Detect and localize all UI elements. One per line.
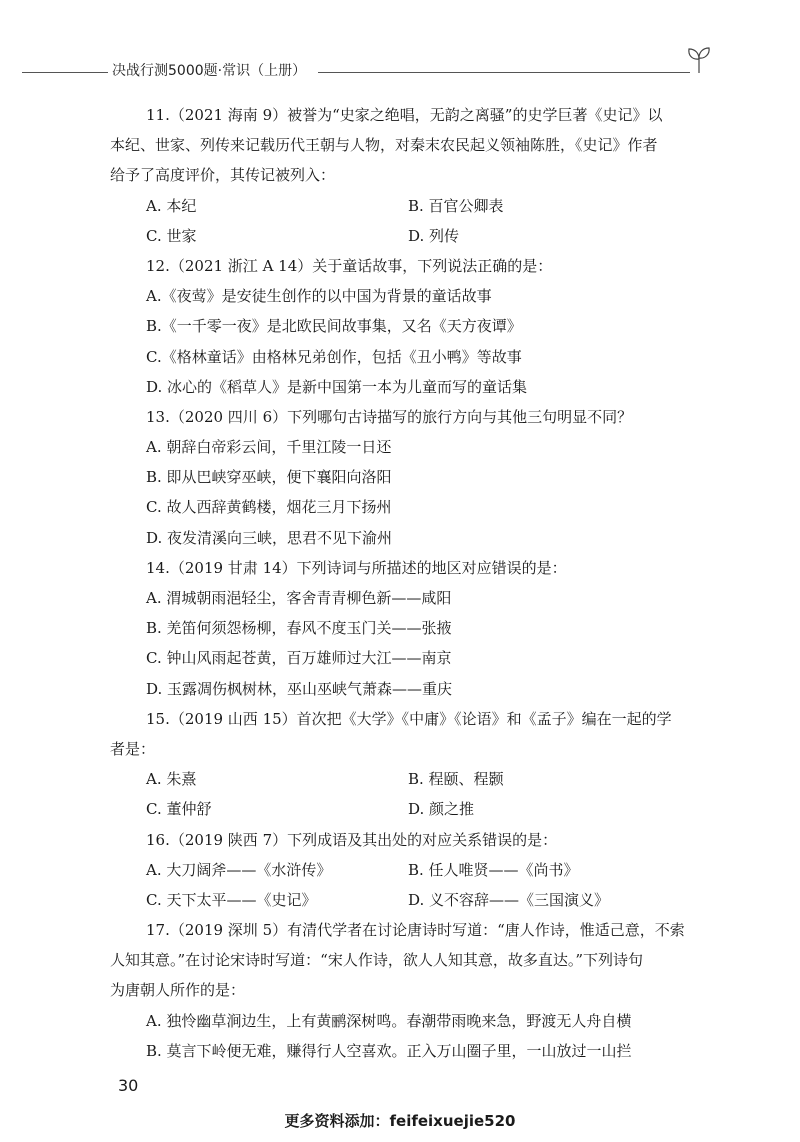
footer-note: 更多资料添加：feifeixuejie520 [284, 1112, 516, 1130]
question-stem: 13.（2020 四川 6）下列哪句古诗描写的旅行方向与其他三句明显不同？ [146, 407, 633, 426]
option-item: B. 羌笛何须怨杨柳，春风不度玉门关——张掖 [146, 619, 452, 638]
question-stem: 12.（2021 浙江 A 14）关于童话故事，下列说法正确的是： [146, 256, 553, 275]
question-stem: 14.（2019 甘肃 14）下列诗词与所描述的地区对应错误的是： [146, 558, 567, 577]
option-item: A. 朱熹 [146, 770, 197, 789]
option-row [110, 885, 710, 915]
option-item: D. 颜之推 [408, 800, 475, 819]
option-item: A. 本纪 [146, 196, 197, 215]
option-item: B.《一千零一夜》是北欧民间故事集，又名《天方夜谭》 [146, 317, 522, 336]
option-item: A.《夜莺》是安徒生创作的以中国为背景的童话故事 [146, 287, 492, 306]
option-item: C. 钟山风雨起苍黄，百万雄师过大江——南京 [146, 649, 452, 668]
option-item: D. 列传 [408, 226, 460, 245]
sprout-icon [686, 46, 712, 74]
question-content [110, 100, 710, 1066]
option-row [110, 855, 710, 885]
question-stem: 15.（2019 山西 15）首次把《大学》《中庸》《论语》和《孟子》编在一起的学 [146, 709, 672, 728]
option-row [110, 221, 710, 251]
option-item: C. 故人西辞黄鹤楼，烟花三月下扬州 [146, 498, 392, 517]
question-stem-continued: 给予了高度评价，其传记被列入： [110, 166, 336, 185]
option-item: B. 程颐、程颢 [408, 770, 504, 789]
option-item: D. 冰心的《稻草人》是新中国第一本为儿童而写的童话集 [146, 377, 528, 396]
header-title: 决战行测5000题·常识（上册） [112, 63, 307, 79]
option-item: D. 义不容辞——《三国演义》 [408, 890, 610, 909]
question-stem-continued: 者是： [110, 739, 156, 758]
option-item: C.《格林童话》由格林兄弟创作，包括《丑小鸭》等故事 [146, 347, 522, 366]
option-item: D. 夜发清溪向三峡，思君不见下渝州 [146, 528, 393, 547]
option-item: A. 朝辞白帝彩云间，千里江陵一日还 [146, 438, 392, 457]
option-item: A. 渭城朝雨浥轻尘，客舍青青柳色新——咸阳 [146, 589, 452, 607]
option-item: B. 百官公卿表 [408, 196, 504, 215]
option-row [110, 794, 710, 824]
header-rule-left [22, 72, 108, 73]
question-stem: 11.（2021 海南 9）被誉为“史家之绝唱，无韵之离骚”的史学巨著《史记》以 [146, 106, 663, 124]
option-item: C. 董仲舒 [146, 800, 212, 819]
option-item: C. 世家 [146, 226, 197, 245]
header-rule-right [318, 72, 690, 73]
question-stem: 16.（2019 陕西 7）下列成语及其出处的对应关系错误的是： [146, 830, 558, 849]
option-item: C. 天下太平——《史记》 [146, 890, 317, 909]
question-stem-continued: 本纪、世家、列传来记载历代王朝与人物，对秦末农民起义领袖陈胜，《史记》作者 [110, 136, 658, 155]
option-item: B. 莫言下岭便无难，赚得行人空喜欢。正入万山圈子里，一山放过一山拦 [146, 1041, 632, 1060]
option-item: A. 大刀阔斧——《水浒传》 [146, 860, 332, 879]
question-stem-continued: 为唐朝人所作的是： [110, 981, 246, 1000]
option-row [110, 191, 710, 221]
option-item: B. 任人唯贤——《尚书》 [408, 860, 579, 879]
option-item: A. 独怜幽草涧边生，上有黄鹂深树鸣。春潮带雨晚来急，野渡无人舟自横 [146, 1011, 632, 1030]
option-row [110, 764, 710, 794]
page-number: 30 [118, 1076, 139, 1095]
question-stem: 17.（2019 深圳 5）有清代学者在讨论唐诗时写道：“唐人作诗，惟适己意，不索 [146, 921, 685, 940]
option-item: D. 玉露凋伤枫树林，巫山巫峡气萧森——重庆 [146, 679, 453, 698]
question-stem-continued: 人知其意。”在讨论宋诗时写道：“宋人作诗，欲人人知其意，故多直达。”下列诗句 [110, 951, 644, 970]
option-item: B. 即从巴峡穿巫峡，便下襄阳向洛阳 [146, 468, 392, 487]
